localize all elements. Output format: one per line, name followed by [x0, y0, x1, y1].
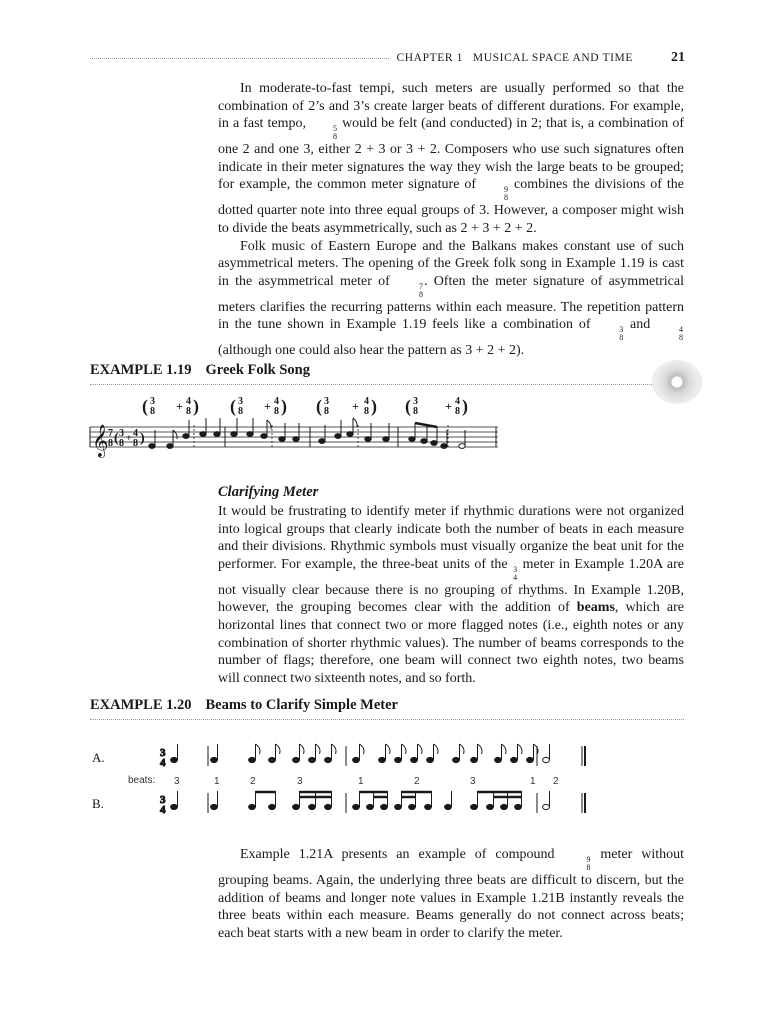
- svg-text:4: 4: [455, 396, 460, 407]
- fraction-4-8: 4 8: [679, 325, 683, 343]
- paragraph-2: Folk music of Eastern Europe and the Balkans makes constant use of such asymmetrical meters. The opening of the Greek folk song in Example 1.19 is cast in the asymmetrical meter of 7 8 . Often the meter signature of asymmetrical meters clarifies the recurring patterns within each measure. The repetition pattern in the tune shown in Example 1.19 feels like a combination of 3 8 and 4 8 (although one could also hear the pattern as 3 + 2 + 2).: [218, 238, 684, 359]
- example-title: Greek Folk Song: [205, 362, 310, 378]
- svg-text:3: 3: [160, 747, 166, 759]
- svg-text:8: 8: [108, 438, 113, 449]
- treble-clef-icon: 𝄞: [92, 424, 109, 457]
- beat-number: 1: [530, 776, 536, 787]
- term-beams: beams: [576, 600, 615, 616]
- eighth-notes-a: [249, 744, 538, 766]
- svg-text:3: 3: [324, 396, 329, 407]
- chapter-title: MUSICAL SPACE AND TIME: [472, 52, 633, 64]
- svg-text:8: 8: [455, 406, 460, 417]
- fraction-9-8: 9 8: [586, 855, 591, 872]
- beat-number: 2: [250, 776, 256, 787]
- svg-text:4: 4: [160, 804, 166, 816]
- svg-text:(: (: [230, 396, 236, 416]
- beat-number: 2: [414, 776, 420, 787]
- fraction-9-8: 9 8: [504, 185, 509, 203]
- beats-label: beats:: [128, 775, 156, 786]
- beat-numbers: [174, 776, 559, 787]
- svg-text:(: (: [114, 431, 119, 446]
- beat-number: 1: [358, 776, 364, 787]
- svg-text:8: 8: [119, 438, 124, 449]
- svg-text:+: +: [445, 399, 452, 413]
- svg-text:8: 8: [364, 406, 369, 417]
- svg-text:8: 8: [324, 406, 329, 417]
- svg-text:4: 4: [364, 396, 369, 407]
- fraction-3-8: 3 8: [619, 325, 624, 343]
- paragraph-1: In moderate-to-fast tempi, such meters are usually performed so that the combination of 2’s and 3’s create larger beats of different durations. For example, in a fast tempo, 5 8 would be felt (and conducted) in 2; that is, a combination of one 2 and one 3, either 2 + 3 or 3 + 2. Composers who use such signatures often indicate in their meter signatures the way they wish the large beats to be grouped; for example, the common meter signature of 9 8 combines the divisions of the dotted quarter note into three equal groups of 3. However, a composer might wish to divide the beats asymmetrically, such as 2 + 3 + 2 + 2.: [218, 81, 685, 236]
- beat-number: 3: [174, 776, 180, 787]
- svg-text:3: 3: [160, 794, 166, 806]
- row-a-notation: [160, 744, 585, 769]
- svg-text:3: 3: [238, 396, 243, 407]
- beat-number: 3: [297, 776, 303, 787]
- beat-number: 3: [470, 776, 476, 787]
- svg-text:3: 3: [119, 428, 124, 439]
- svg-text:): ): [371, 396, 377, 416]
- svg-text:+: +: [126, 433, 132, 444]
- beat-number: 2: [553, 776, 559, 787]
- svg-text:8: 8: [274, 406, 279, 417]
- svg-text:8: 8: [150, 406, 155, 417]
- page-number: 21: [671, 50, 685, 65]
- fraction-7-8: 7 8: [418, 281, 423, 299]
- svg-text:(: (: [405, 396, 411, 416]
- chapter-label: CHAPTER 1: [396, 52, 463, 64]
- beat-number: 1: [214, 776, 220, 787]
- svg-text:3: 3: [150, 396, 155, 407]
- example-number: EXAMPLE 1.19: [90, 362, 192, 378]
- svg-text:4: 4: [133, 428, 138, 439]
- svg-text:): ): [140, 431, 145, 446]
- svg-text:7: 7: [108, 428, 113, 439]
- svg-text:8: 8: [413, 406, 418, 417]
- svg-text:3: 3: [413, 396, 418, 407]
- svg-text:8: 8: [133, 438, 138, 449]
- svg-text:8: 8: [238, 406, 243, 417]
- fraction-5-8: 5 8: [333, 124, 338, 142]
- compound-meter-text: [218, 846, 684, 942]
- svg-text:(: (: [316, 396, 322, 416]
- row-b-label: B.: [92, 796, 104, 811]
- svg-text:): ): [281, 396, 287, 416]
- svg-text:4: 4: [186, 396, 191, 407]
- svg-text:4: 4: [274, 396, 279, 407]
- paragraph-4: Example 1.21A presents an example of compound 9 8 meter without grouping beams. Again, the underlying three beats are difficult to discern, but the addition of beams and longer note values in Example 1.21B instantly reveals the three beats within each measure. Beams generally do not connect across beats; each beat starts with a new beam in order to clarify the meter.: [218, 847, 684, 941]
- svg-text:+: +: [352, 399, 359, 413]
- svg-text:): ): [462, 396, 468, 416]
- row-b-notation: [160, 791, 585, 816]
- svg-text:(: (: [142, 396, 148, 416]
- svg-text:+: +: [176, 399, 183, 413]
- row-a-label: A.: [92, 750, 105, 765]
- svg-text:8: 8: [186, 406, 191, 417]
- section-title: Clarifying Meter: [218, 484, 319, 500]
- svg-text:): ): [193, 396, 199, 416]
- svg-text:+: +: [264, 399, 271, 413]
- example-number: EXAMPLE 1.20: [90, 697, 192, 713]
- paragraph-3: It would be frustrating to identify meter if rhythmic durations were not organized into logical groups that clearly indicate both the number of beats in each measure and their divisions. Rhythmic symbols must visually organize the beat unit for the performer. For example, the three-beat units of the 3 4 meter in Example 1.20A are not visually clear because there is no grouping of rhythms. In Example 1.20B, however, the grouping becomes clear with the addition of beams, which are horizontal lines that connect two or more flagged notes (i.e., eighth notes or any combination of shorter rhythmic values). The number of beams corresponds to the number of flags; therefore, one beam will connect two eighth notes, two beams will connect two sixteenth notes, and so forth.: [218, 504, 684, 686]
- fraction-3-4: 3 4: [513, 564, 518, 582]
- svg-text:4: 4: [160, 757, 166, 769]
- example-title: Beams to Clarify Simple Meter: [205, 697, 398, 713]
